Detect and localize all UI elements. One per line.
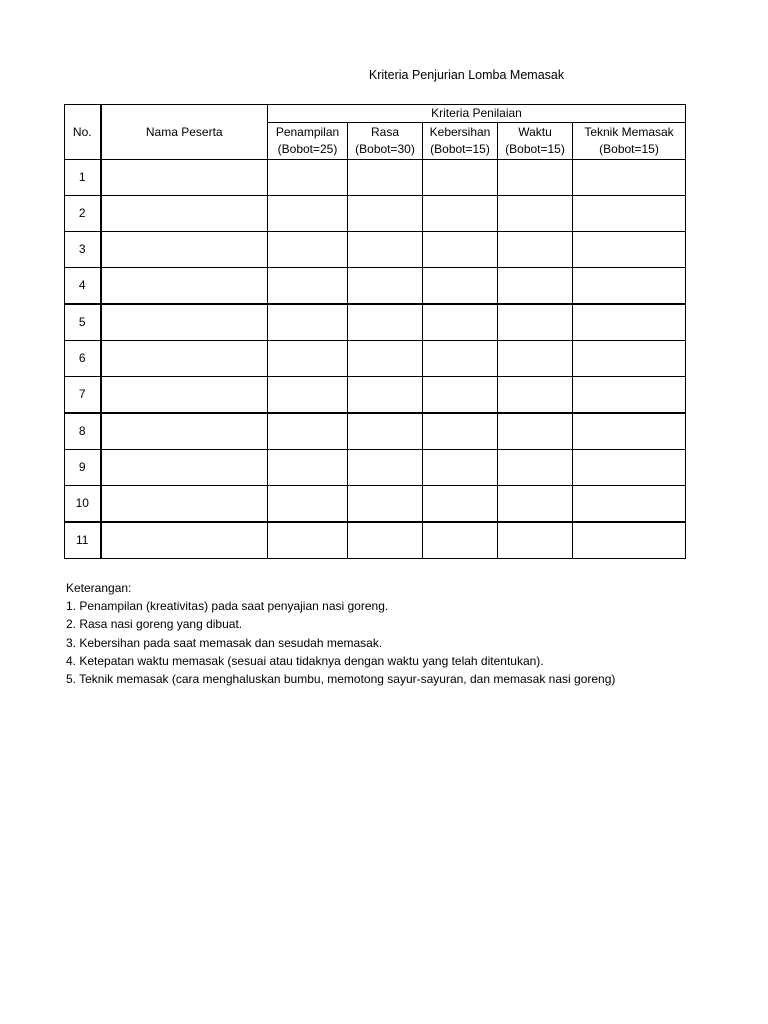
score-cell [268,232,348,268]
participant-name-cell [101,486,268,523]
row-number: 7 [65,377,101,414]
table-row [65,268,686,305]
table-row [65,232,686,268]
criterion-label: Teknik Memasak [584,125,674,139]
score-cell [498,522,573,559]
criterion-weight: (Bobot=15) [430,142,490,156]
score-cell [573,486,686,523]
score-cell [498,377,573,414]
table-row [65,377,686,414]
row-number: 2 [65,196,101,232]
row-number: 10 [65,486,101,523]
score-cell [573,413,686,450]
score-cell [268,268,348,305]
header-criterion-penampilan [268,123,348,160]
score-cell [348,486,423,523]
score-cell [268,413,348,450]
note-item: 5. Teknik memasak (cara menghaluskan bumbu, memotong sayur-sayuran, dan memasak nasi goreng) [66,672,616,687]
participant-name-cell [101,232,268,268]
score-cell [498,450,573,486]
participant-name-cell [101,304,268,341]
score-cell [348,196,423,232]
criterion-label: Penampilan [275,125,340,139]
criterion-label: Waktu [518,125,552,139]
participant-name-cell [101,413,268,450]
table-row [65,341,686,377]
score-cell [348,413,423,450]
criterion-label: Rasa [370,125,399,139]
header-criterion-waktu [498,123,573,160]
participant-name-cell [101,268,268,305]
header-no: No. [65,105,101,160]
score-cell [498,341,573,377]
score-cell [573,341,686,377]
score-cell [348,377,423,414]
score-cell [268,486,348,523]
participant-name-cell [101,196,268,232]
score-cell [268,196,348,232]
table-row [65,160,686,196]
score-cell [573,450,686,486]
score-cell [573,268,686,305]
row-number: 4 [65,268,101,305]
score-cell [423,522,498,559]
table-row [65,486,686,523]
row-number: 11 [65,522,101,559]
row-number: 8 [65,413,101,450]
score-cell [348,522,423,559]
score-cell [268,160,348,196]
note-item: 4. Ketepatan waktu memasak (sesuai atau tidaknya dengan waktu yang telah ditentukan). [66,653,544,668]
table-row [65,196,686,232]
score-cell [423,232,498,268]
score-cell [573,232,686,268]
score-cell [423,268,498,305]
score-cell [423,377,498,414]
score-cell [268,522,348,559]
score-cell [423,304,498,341]
participant-name-cell [101,341,268,377]
score-cell [348,268,423,305]
score-cell [423,341,498,377]
note-item: 2. Rasa nasi goreng yang dibuat. [66,617,243,632]
score-cell [498,268,573,305]
score-cell [573,377,686,414]
notes-section [66,579,615,688]
notes-heading: Keterangan: [66,581,132,595]
header-criterion-kebersihan [423,123,498,160]
header-participant-name: Nama Peserta [101,105,268,160]
criterion-weight: (Bobot=25) [277,142,338,156]
score-cell [348,232,423,268]
criterion-weight: (Bobot=15) [505,142,565,156]
participant-name-cell [101,522,268,559]
note-item: 3. Kebersihan pada saat memasak dan sesudah memasak. [66,635,383,650]
score-cell [423,450,498,486]
score-cell [268,377,348,414]
judging-criteria-table [64,104,686,559]
score-cell [573,304,686,341]
header-criteria-group: Kriteria Penilaian [268,105,686,123]
row-number: 5 [65,304,101,341]
score-cell [498,486,573,523]
score-cell [498,232,573,268]
score-cell [268,304,348,341]
score-cell [348,160,423,196]
table-row [65,304,686,341]
score-cell [573,196,686,232]
score-cell [498,160,573,196]
score-cell [573,160,686,196]
header-criterion-teknik-memasak [573,123,686,160]
row-number: 3 [65,232,101,268]
score-cell [498,196,573,232]
score-cell [498,413,573,450]
score-cell [573,522,686,559]
score-cell [268,341,348,377]
row-number: 1 [65,160,101,196]
criterion-weight: (Bobot=30) [355,142,415,156]
page-title: Kriteria Penjurian Lomba Memasak [368,68,565,82]
criterion-label: Kebersihan [429,125,491,139]
header-criterion-rasa [348,123,423,160]
score-cell [498,304,573,341]
participant-name-cell [101,377,268,414]
score-cell [423,486,498,523]
participant-name-cell [101,450,268,486]
score-cell [268,450,348,486]
note-item: 1. Penampilan (kreativitas) pada saat penyajian nasi goreng. [66,599,389,614]
table-row [65,450,686,486]
score-cell [423,160,498,196]
row-number: 9 [65,450,101,486]
participant-name-cell [101,160,268,196]
score-cell [348,341,423,377]
criterion-weight: (Bobot=15) [599,142,659,156]
table-row [65,522,686,559]
score-cell [348,304,423,341]
score-cell [423,196,498,232]
row-number: 6 [65,341,101,377]
score-cell [348,450,423,486]
table-row [65,413,686,450]
score-cell [423,413,498,450]
